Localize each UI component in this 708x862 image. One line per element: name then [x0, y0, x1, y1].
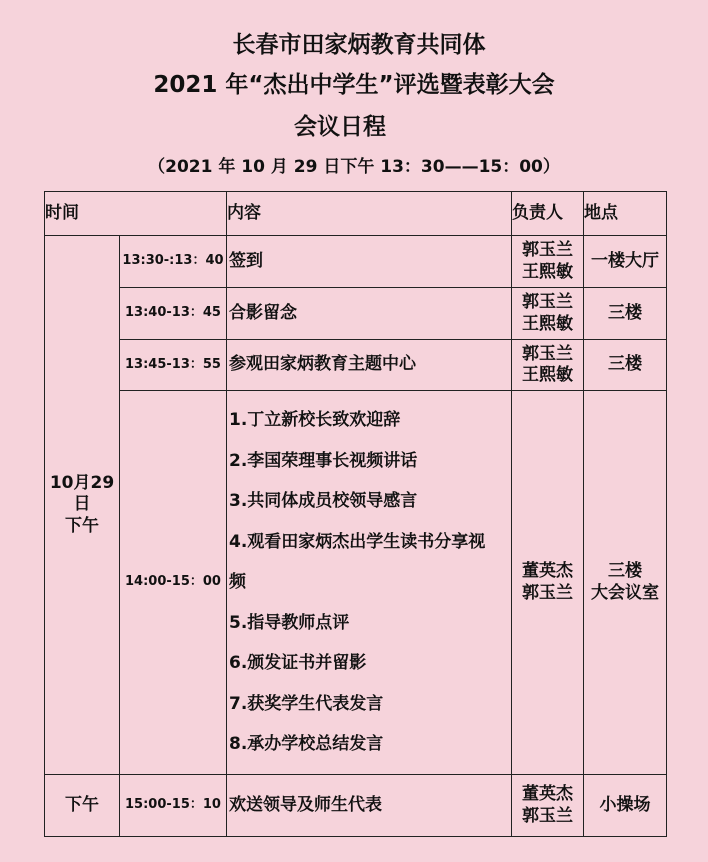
table-row — [45, 340, 667, 391]
person-name: 董英杰 — [522, 784, 573, 805]
person-name: 王熙敏 — [522, 365, 573, 385]
time-cell: 14:00-15：00 — [120, 391, 227, 775]
period-cell: 下午 — [45, 775, 120, 837]
person-cell — [512, 236, 584, 288]
header-person: 负责人 — [512, 192, 584, 236]
table-row — [45, 236, 667, 288]
content-cell: 参观田家炳教育主题中心 — [227, 340, 512, 391]
time-cell: 13:30-:13：40 — [120, 236, 227, 288]
place-line: 大会议室 — [591, 582, 659, 603]
place-line: 三楼 — [608, 561, 642, 582]
table-row — [45, 775, 667, 837]
agenda-item: 5.指导教师点评 — [229, 612, 350, 633]
person-name: 王熙敏 — [522, 313, 573, 334]
person-name: 王熙敏 — [522, 261, 573, 282]
agenda-item: 3.共同体成员校领导感言 — [229, 491, 418, 512]
date-line-1: 10月29 — [49, 473, 115, 494]
person-name: 郭玉兰 — [522, 805, 573, 826]
person-cell — [512, 391, 584, 775]
person-name: 郭玉兰 — [522, 240, 573, 261]
agenda-item: 频 — [229, 572, 246, 593]
person-name: 董英杰 — [522, 561, 573, 582]
agenda-item: 2.李国荣理事长视频讲话 — [229, 450, 418, 471]
agenda-item: 8.承办学校总结发言 — [229, 734, 384, 755]
person-name: 郭玉兰 — [522, 582, 573, 603]
date-cell — [45, 236, 120, 775]
time-cell: 13:45-13：55 — [120, 340, 227, 391]
agenda-item: 4.观看田家炳杰出学生读书分享视 — [229, 531, 486, 552]
agenda-item: 7.获奖学生代表发言 — [229, 693, 384, 714]
table-header-row — [45, 192, 667, 236]
place-cell: 一楼大厅 — [584, 236, 667, 288]
event-datetime: （2021 年 10 月 29 日下午 13：30——15：00） — [148, 157, 560, 177]
agenda-item: 6.颁发证书并留影 — [229, 653, 367, 674]
date-line-3: 下午 — [65, 515, 99, 536]
schedule-title: 会议日程 — [294, 114, 386, 140]
place-cell: 小操场 — [584, 775, 667, 837]
person-name: 郭玉兰 — [522, 343, 573, 364]
person-cell — [512, 340, 584, 391]
person-name: 郭玉兰 — [522, 292, 573, 313]
person-cell — [512, 288, 584, 340]
agenda-items-cell — [227, 391, 512, 775]
organization-title: 长春市田家炳教育共同体 — [232, 32, 486, 58]
place-cell: 三楼 — [584, 340, 667, 391]
person-cell — [512, 775, 584, 837]
time-cell: 13:40-13：45 — [120, 288, 227, 340]
place-cell — [584, 391, 667, 775]
date-line-2: 日 — [73, 494, 91, 515]
content-cell: 欢送领导及师生代表 — [227, 775, 512, 837]
event-title: 2021 年“杰出中学生”评选暨表彰大会 — [153, 72, 555, 98]
header-content: 内容 — [227, 192, 512, 236]
time-cell: 15:00-15：10 — [120, 775, 227, 837]
place-cell: 三楼 — [584, 288, 667, 340]
content-cell: 签到 — [227, 236, 512, 288]
table-row — [45, 288, 667, 340]
header-place: 地点 — [584, 192, 667, 236]
agenda-item: 1.丁立新校长致欢迎辞 — [229, 410, 401, 431]
header-time: 时间 — [45, 192, 227, 236]
table-row-main-session — [45, 391, 667, 775]
schedule-table — [44, 191, 667, 837]
content-cell: 合影留念 — [227, 288, 512, 340]
